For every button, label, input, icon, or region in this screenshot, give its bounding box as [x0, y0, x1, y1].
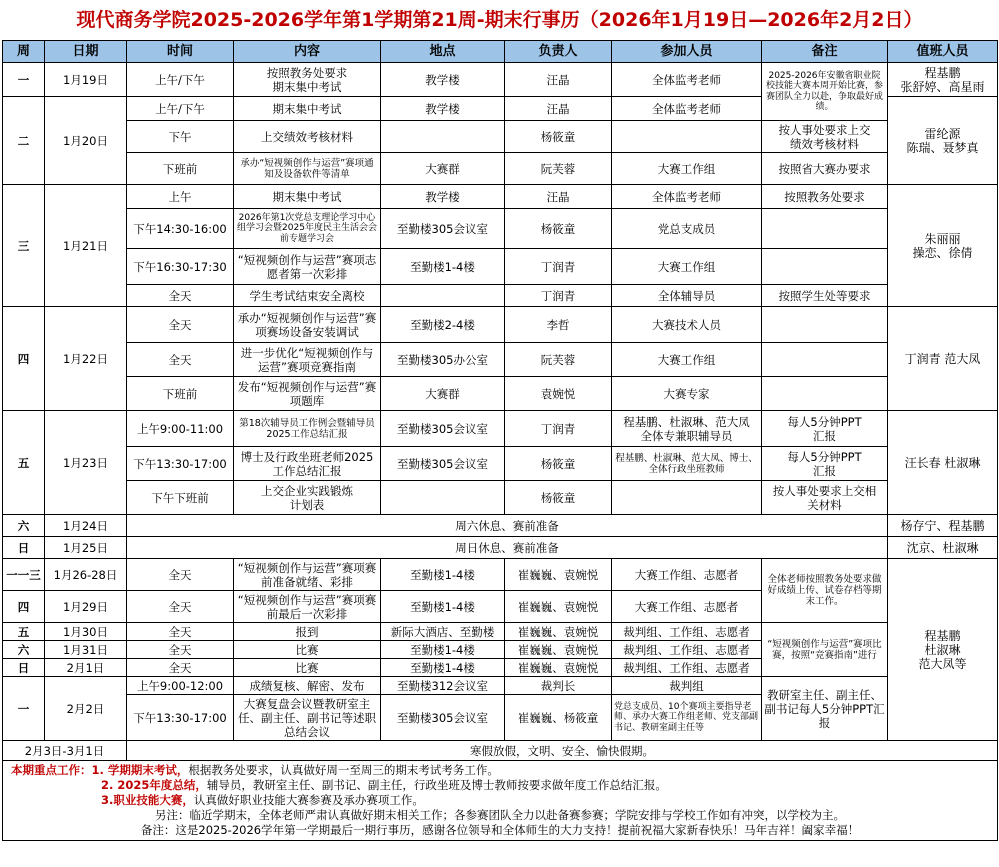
people-cell [612, 481, 762, 515]
content-cell: “短视频创作与运营”赛项赛前准备就绪、彩排 [234, 559, 381, 591]
owner-cell: 李哲 [505, 307, 612, 343]
content-cell: 大赛复盘会议暨教研室主任、副主任、副书记等述职总结会议 [234, 695, 381, 741]
time-cell: 上午9:00-11:00 [127, 411, 234, 447]
content-cell: 承办“短视频创作与运营”赛项赛场设备安装调试 [234, 307, 381, 343]
content-cell: 博士及行政坐班老师2025工作总结汇报 [234, 447, 381, 481]
note-cell: 每人5分钟PPT 汇报 [762, 411, 888, 447]
time-cell: 下午14:30-16:00 [127, 209, 234, 249]
header-duty: 值班人员 [888, 41, 998, 63]
owner-cell: 崔巍巍、袁婉悦 [505, 591, 612, 623]
place-cell: 至勤楼312会议室 [381, 677, 505, 695]
table-row [3, 515, 998, 537]
place-cell: 至勤楼1-4楼 [381, 641, 505, 659]
table-row [3, 377, 998, 411]
date-cell: 1月26-28日 [45, 559, 127, 591]
content-cell: 比赛 [234, 659, 381, 677]
week-cell: 五 [3, 623, 45, 641]
time-cell: 全天 [127, 285, 234, 307]
people-cell: 裁判组、工作组、志愿者 [612, 659, 762, 677]
place-cell [381, 481, 505, 515]
week-cell: 三 [3, 185, 45, 307]
note-cell: 按人事处要求上交相 关材料 [762, 481, 888, 515]
owner-cell: 杨筱童 [505, 481, 612, 515]
place-cell: 至勤楼305会议室 [381, 209, 505, 249]
people-cell: 程基鹏、杜淑琳、范大凤 全体专兼职辅导员 [612, 411, 762, 447]
table-row [3, 411, 998, 447]
table-row [3, 447, 998, 481]
header-owner: 负责人 [505, 41, 612, 63]
table-row [3, 559, 998, 591]
people-cell: 大赛工作组 [612, 249, 762, 285]
table-row [3, 153, 998, 185]
notes-remark: 备注：这是2025-2026学年第一学期最后一期行事历，感谢各位领导和全体师生的大力支持！提前祝福大家新春快乐！马年吉祥！阖家幸福！ [140, 823, 860, 837]
date-cell: 1月24日 [45, 515, 127, 537]
table-row [3, 121, 998, 153]
place-cell: 至勤楼1-4楼 [381, 659, 505, 677]
content-cell: “短视频创作与运营”赛项赛前最后一次彩排 [234, 591, 381, 623]
people-cell: 全体监考老师 [612, 185, 762, 209]
place-cell: 教学楼 [381, 97, 505, 121]
people-cell: 党总支成员、10个赛项主要指导老师、承办大赛工作组老师、党支部副书记、教研室副主任等 [612, 695, 762, 741]
time-cell: 全天 [127, 623, 234, 641]
owner-cell: 崔巍巍、袁婉悦 [505, 559, 612, 591]
table-row [3, 741, 998, 761]
week-cell: 六 [3, 515, 45, 537]
date-cell: 1月20日 [45, 97, 127, 185]
time-cell: 全天 [127, 659, 234, 677]
notes-item-3-text: 认真做好职业技能大赛参赛及承办赛项工作。 [193, 793, 424, 807]
time-cell: 下午16:30-17:30 [127, 249, 234, 285]
date-cell: 2月1日 [45, 659, 127, 677]
table-row [3, 285, 998, 307]
note-cell [762, 307, 888, 343]
table-row [3, 307, 998, 343]
week-cell: 日 [3, 537, 45, 559]
owner-cell: 崔巍巍、袁婉悦 [505, 623, 612, 641]
header-place: 地点 [381, 41, 505, 63]
content-cell: 上交绩效考核材料 [234, 121, 381, 153]
place-cell: 新际大酒店、至勤楼 [381, 623, 505, 641]
people-cell: 程基鹏、杜淑琳、范大凤、博士、全体行政坐班教师 [612, 447, 762, 481]
owner-cell: 汪晶 [505, 63, 612, 97]
week-cell: 日 [3, 659, 45, 677]
date-cell: 1月31日 [45, 641, 127, 659]
header-week: 周 [3, 41, 45, 63]
owner-cell: 汪晶 [505, 185, 612, 209]
owner-cell: 杨筱童 [505, 447, 612, 481]
merged-cell: 周日休息、赛前准备 [127, 537, 888, 559]
week-cell: 六 [3, 641, 45, 659]
place-cell: 教学楼 [381, 63, 505, 97]
place-cell: 至勤楼1-4楼 [381, 249, 505, 285]
people-cell: 裁判组、工作组、志愿者 [612, 623, 762, 641]
owner-cell: 阮芙蓉 [505, 153, 612, 185]
note-cell: “短视频创作与运营”赛项比赛，按照“竞赛指南”进行 [762, 623, 888, 677]
owner-cell: 裁判长 [505, 677, 612, 695]
date-cell: 1月23日 [45, 411, 127, 515]
time-cell: 全天 [127, 343, 234, 377]
owner-cell: 阮芙蓉 [505, 343, 612, 377]
merged-cell: 周六休息、赛前准备 [127, 515, 888, 537]
week-cell: 一一三 [3, 559, 45, 591]
table-row [3, 677, 998, 695]
content-cell: 期末集中考试 [234, 185, 381, 209]
page [2, 0, 997, 841]
time-cell: 全天 [127, 641, 234, 659]
content-cell: 承办“短视频创作与运营”赛项通知及设备软件等清单 [234, 153, 381, 185]
people-cell: 大赛工作组 [612, 153, 762, 185]
place-cell [381, 285, 505, 307]
duty-cell: 程基鹏 杜淑琳 范大凤等 [888, 559, 998, 741]
time-cell: 上午 [127, 185, 234, 209]
people-cell: 大赛工作组、志愿者 [612, 559, 762, 591]
place-cell [381, 121, 505, 153]
note-cell: 教研室主任、副主任、副书记每人5分钟PPT汇报 [762, 677, 888, 741]
time-cell: 下午下班前 [127, 481, 234, 515]
page-title: 现代商务学院2025-2026学年第1学期第21周-期末行事历（2026年1月19日—2026年2月2日） [76, 9, 923, 31]
time-cell: 上午9:00-12:00 [127, 677, 234, 695]
note-cell [762, 343, 888, 377]
week-cell: 四 [3, 591, 45, 623]
table-row [3, 209, 998, 249]
duty-cell: 沈京、杜淑琳 [888, 537, 998, 559]
notes-item-2-text: 辅导员，教研室主任、副书记、副主任，行政坐班及博士教师按要求做年度工作总结汇报。 [206, 778, 667, 792]
table-row [3, 537, 998, 559]
content-cell: 2026年第1次党总支理论学习中心组学习会暨2025年度民主生活会会前专题学习会 [234, 209, 381, 249]
week-cell: 四 [3, 307, 45, 411]
merged-cell: 寒假放假，文明、安全、愉快假期。 [127, 741, 998, 761]
date-cell: 1月25日 [45, 537, 127, 559]
place-cell: 至勤楼305会议室 [381, 695, 505, 741]
notes-row [3, 761, 998, 841]
people-cell: 全体监考老师 [612, 63, 762, 97]
owner-cell: 杨筱童 [505, 121, 612, 153]
time-cell: 全天 [127, 591, 234, 623]
note-cell: 2025-2026年安徽省职业院校技能大赛本周开始比赛，参赛团队全力以赴，争取最好成绩。 [762, 63, 888, 121]
note-cell: 按人事处要求上交 绩效考核材料 [762, 121, 888, 153]
notes-item-2-title: 2. 2025年度总结， [101, 778, 207, 792]
place-cell: 至勤楼1-4楼 [381, 559, 505, 591]
notes-item-1-title: 1. 学期期末考试， [91, 763, 189, 777]
table-row [3, 481, 998, 515]
people-cell: 大赛工作组 [612, 343, 762, 377]
date-cell: 1月21日 [45, 185, 127, 307]
table-row [3, 185, 998, 209]
people-cell: 大赛技术人员 [612, 307, 762, 343]
people-cell: 党总支成员 [612, 209, 762, 249]
duty-cell: 丁润青 范大凤 [888, 307, 998, 411]
note-cell [762, 377, 888, 411]
date-cell: 2月2日 [45, 677, 127, 741]
duty-cell: 程基鹏 张舒婷、高星雨 [888, 63, 998, 97]
content-cell: 成绩复核、解密、发布 [234, 677, 381, 695]
date-cell: 1月29日 [45, 591, 127, 623]
owner-cell: 袁婉悦 [505, 377, 612, 411]
place-cell: 大赛群 [381, 153, 505, 185]
place-cell: 至勤楼1-4楼 [381, 591, 505, 623]
people-cell [612, 121, 762, 153]
time-cell: 下午 [127, 121, 234, 153]
table-row [3, 63, 998, 97]
content-cell: 期末集中考试 [234, 97, 381, 121]
owner-cell: 崔巍巍、袁婉悦 [505, 659, 612, 677]
duty-cell: 汪长春 杜淑琳 [888, 411, 998, 515]
header-date: 日期 [45, 41, 127, 63]
owner-cell: 丁润青 [505, 411, 612, 447]
week-cell: 五 [3, 411, 45, 515]
time-cell: 下午13:30-17:00 [127, 695, 234, 741]
place-cell: 至勤楼305会议室 [381, 447, 505, 481]
notes-item-1-text: 根据教务处要求，认真做好周一至周三的期末考试考务工作。 [188, 763, 499, 777]
note-cell: 全体老师按照教务处要求做好成绩上传、试卷存档等期末工作。 [762, 559, 888, 623]
owner-cell: 丁润青 [505, 249, 612, 285]
notes-item-3-title: 3.职业技能大赛， [101, 793, 194, 807]
table-row [3, 343, 998, 377]
week-cell: 一 [3, 63, 45, 97]
people-cell: 大赛工作组、志愿者 [612, 591, 762, 623]
date-cell: 1月30日 [45, 623, 127, 641]
header-note: 备注 [762, 41, 888, 63]
content-cell: 按照教务处要求 期末集中考试 [234, 63, 381, 97]
place-cell: 至勤楼2-4楼 [381, 307, 505, 343]
week-cell: 一 [3, 677, 45, 741]
note-cell: 按照教务处要求 [762, 185, 888, 209]
time-cell: 下班前 [127, 153, 234, 185]
content-cell: 进一步优化“短视频创作与运营”赛项竞赛指南 [234, 343, 381, 377]
content-cell: 第18次辅导员工作例会暨辅导员2025工作总结汇报 [234, 411, 381, 447]
time-cell: 上午/下午 [127, 63, 234, 97]
owner-cell: 丁润青 [505, 285, 612, 307]
table-row [3, 623, 998, 641]
duty-cell: 杨存宁、程基鹏 [888, 515, 998, 537]
content-cell: 上交企业实践锻炼 计划表 [234, 481, 381, 515]
people-cell: 裁判组 [612, 677, 762, 695]
schedule-table [2, 40, 998, 841]
note-cell [762, 249, 888, 285]
duty-cell: 雷纶源 陈瑞、聂梦真 [888, 97, 998, 185]
place-cell: 大赛群 [381, 377, 505, 411]
header-time: 时间 [127, 41, 234, 63]
owner-cell: 汪晶 [505, 97, 612, 121]
people-cell: 大赛专家 [612, 377, 762, 411]
owner-cell: 崔巍巍、杨筱童 [505, 695, 612, 741]
place-cell: 教学楼 [381, 185, 505, 209]
table-header [3, 41, 998, 63]
note-cell: 按照学生处等要求 [762, 285, 888, 307]
week-cell: 二 [3, 97, 45, 185]
date-cell: 2月3日-3月1日 [3, 741, 127, 761]
people-cell: 全体辅导员 [612, 285, 762, 307]
notes-label: 本期重点工作： [11, 763, 92, 777]
notes-other: 另注：临近学期末，全体老师严肃认真做好期末相关工作；各参赛团队全力以赴备赛参赛；学院安排与学校工作如有冲突，以学校为主。 [155, 808, 845, 822]
time-cell: 下班前 [127, 377, 234, 411]
time-cell: 全天 [127, 559, 234, 591]
people-cell: 全体监考老师 [612, 97, 762, 121]
date-cell: 1月22日 [45, 307, 127, 411]
content-cell: 比赛 [234, 641, 381, 659]
place-cell: 至勤楼305会议室 [381, 411, 505, 447]
note-cell [762, 209, 888, 249]
content-cell: “短视频创作与运营”赛项志愿者第一次彩排 [234, 249, 381, 285]
content-cell: 学生考试结束安全离校 [234, 285, 381, 307]
people-cell: 裁判组、工作组、志愿者 [612, 641, 762, 659]
note-cell: 按照省大赛办要求 [762, 153, 888, 185]
date-cell: 1月19日 [45, 63, 127, 97]
table-row [3, 249, 998, 285]
note-cell: 每人5分钟PPT 汇报 [762, 447, 888, 481]
header-content: 内容 [234, 41, 381, 63]
owner-cell: 崔巍巍、袁婉悦 [505, 641, 612, 659]
content-cell: 发布“短视频创作与运营”赛项题库 [234, 377, 381, 411]
time-cell: 下午13:30-17:00 [127, 447, 234, 481]
place-cell: 至勤楼305办公室 [381, 343, 505, 377]
content-cell: 报到 [234, 623, 381, 641]
owner-cell: 杨筱童 [505, 209, 612, 249]
header-people: 参加人员 [612, 41, 762, 63]
notes-cell [3, 761, 998, 841]
time-cell: 全天 [127, 307, 234, 343]
duty-cell: 朱丽丽 操恋、徐倩 [888, 185, 998, 307]
time-cell: 上午/下午 [127, 97, 234, 121]
